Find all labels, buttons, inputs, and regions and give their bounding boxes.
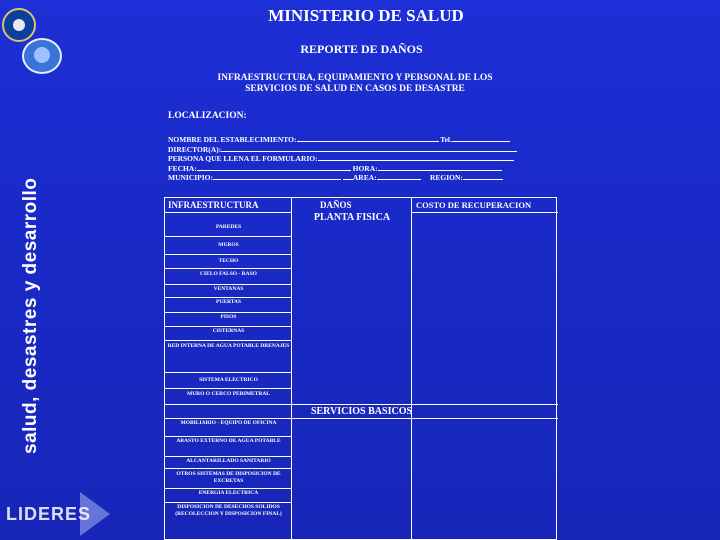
form-title-line: INFRAESTRUCTURA, EQUIPAMIENTO Y PERSONAL DE LOS — [217, 73, 493, 83]
header-divider — [165, 212, 292, 213]
section-divider — [165, 418, 558, 419]
row-divider — [165, 340, 292, 341]
field-row-fecha — [168, 164, 558, 174]
field-label-fecha: FECHA: — [168, 163, 197, 173]
row-divider — [165, 312, 292, 313]
row-divider — [165, 404, 292, 405]
section-servicios-basicos: SERVICIOS BASICOS — [310, 406, 413, 417]
table-row-label: SISTEMA ELECTRICO — [199, 377, 258, 383]
row-divider — [165, 468, 292, 469]
field-label-area: AREA: — [352, 173, 377, 182]
row-divider — [165, 326, 292, 327]
municipio-input[interactable] — [213, 173, 341, 180]
persona-input[interactable] — [318, 154, 514, 161]
table-row-label: ALCANTARILLADO SANITARIO — [186, 458, 271, 464]
region-input[interactable] — [463, 173, 503, 180]
col-header-infraestructura: INFRAESTRUCTURA — [168, 200, 259, 210]
col-header-costo: COSTO DE RECUPERACION — [416, 200, 532, 210]
form-title — [200, 73, 510, 95]
sidebar-vertical-text: salud, desastres y desarrollo — [20, 177, 41, 454]
table-row-label: ENERGIA ELECTRICA — [198, 490, 259, 496]
area-prefix-line — [343, 173, 353, 180]
row-divider — [165, 388, 292, 389]
table-row-label: ABASTO EXTERNO DE AGUA POTABLE — [176, 438, 281, 444]
field-row-municipio — [168, 173, 558, 183]
section-planta-fisica: PLANTA FISICA — [313, 212, 391, 223]
field-label-establecimiento: NOMBRE DEL ESTABLECIMIENTO: — [168, 135, 297, 144]
page-title: MINISTERIO DE SALUD — [268, 6, 464, 25]
col-header-danos: DAÑOS — [320, 200, 352, 210]
row-divider — [165, 254, 292, 255]
row-divider — [165, 488, 292, 489]
tel-input[interactable] — [452, 135, 510, 142]
field-label-director: DIRECTOR(A): — [168, 144, 222, 154]
location-heading: LOCALIZACION: — [168, 111, 247, 121]
area-input[interactable] — [377, 173, 421, 180]
row-divider — [165, 236, 292, 237]
location-fields — [168, 135, 558, 183]
field-label-region: REGION: — [430, 173, 463, 182]
row-divider — [165, 297, 292, 298]
field-row-establecimiento — [168, 135, 558, 145]
row-divider — [165, 502, 292, 503]
table-row-label: PISOS — [220, 314, 237, 320]
lideres-logo-text: LIDERES — [6, 504, 92, 524]
table-row-label: PUERTAS — [215, 299, 242, 305]
establecimiento-input[interactable] — [297, 135, 439, 142]
table-row-label: TECHO — [218, 258, 239, 264]
sidebar — [0, 0, 48, 540]
table-row-label: DISPOSICION DE DESECHOS SOLIDOS (RECOLECCION Y DISPOSICION FINAL) — [175, 504, 282, 517]
table-row-label: MURO O CERCO PERIMETRAL — [187, 391, 270, 397]
row-divider — [165, 284, 292, 285]
fecha-input[interactable] — [197, 164, 351, 171]
table-row-label: CIELO FALSO - RASO — [200, 271, 257, 277]
field-label-municipio: MUNICIPIO: — [168, 173, 213, 182]
damage-table — [164, 197, 557, 540]
field-row-director — [168, 145, 558, 155]
form-title-line: SERVICIOS DE SALUD EN CASOS DE DESASTRE — [245, 84, 465, 94]
column-divider — [411, 198, 412, 539]
table-row-label: MOBILIARIO - EQUIPO DE OFICINA — [180, 420, 277, 426]
table-row-label: OTROS SISTEMAS DE DISPOSICION DE EXCRETAS — [176, 471, 281, 484]
field-label-persona: PERSONA QUE LLENA EL FORMULARIO: — [168, 154, 318, 163]
field-label-tel: Tel. — [440, 135, 452, 144]
row-divider — [165, 436, 292, 437]
row-divider — [165, 268, 292, 269]
table-row-label: PAREDES — [215, 224, 242, 230]
field-row-persona — [168, 154, 558, 164]
field-label-hora: HORA: — [352, 163, 378, 173]
director-input[interactable] — [221, 145, 517, 152]
report-subtitle: REPORTE DE DAÑOS — [300, 42, 423, 56]
row-divider — [165, 372, 292, 373]
table-row-label: MUROS — [218, 242, 239, 248]
table-row-label: CISTERNAS — [212, 328, 245, 334]
hora-input[interactable] — [378, 164, 502, 171]
header-divider — [411, 212, 558, 213]
table-row-label: RED INTERNA DE AGUA POTABLE DRENAJES — [167, 343, 290, 349]
table-row-label: VENTANAS — [213, 286, 244, 292]
row-divider — [165, 456, 292, 457]
lideres-logo — [2, 490, 114, 536]
